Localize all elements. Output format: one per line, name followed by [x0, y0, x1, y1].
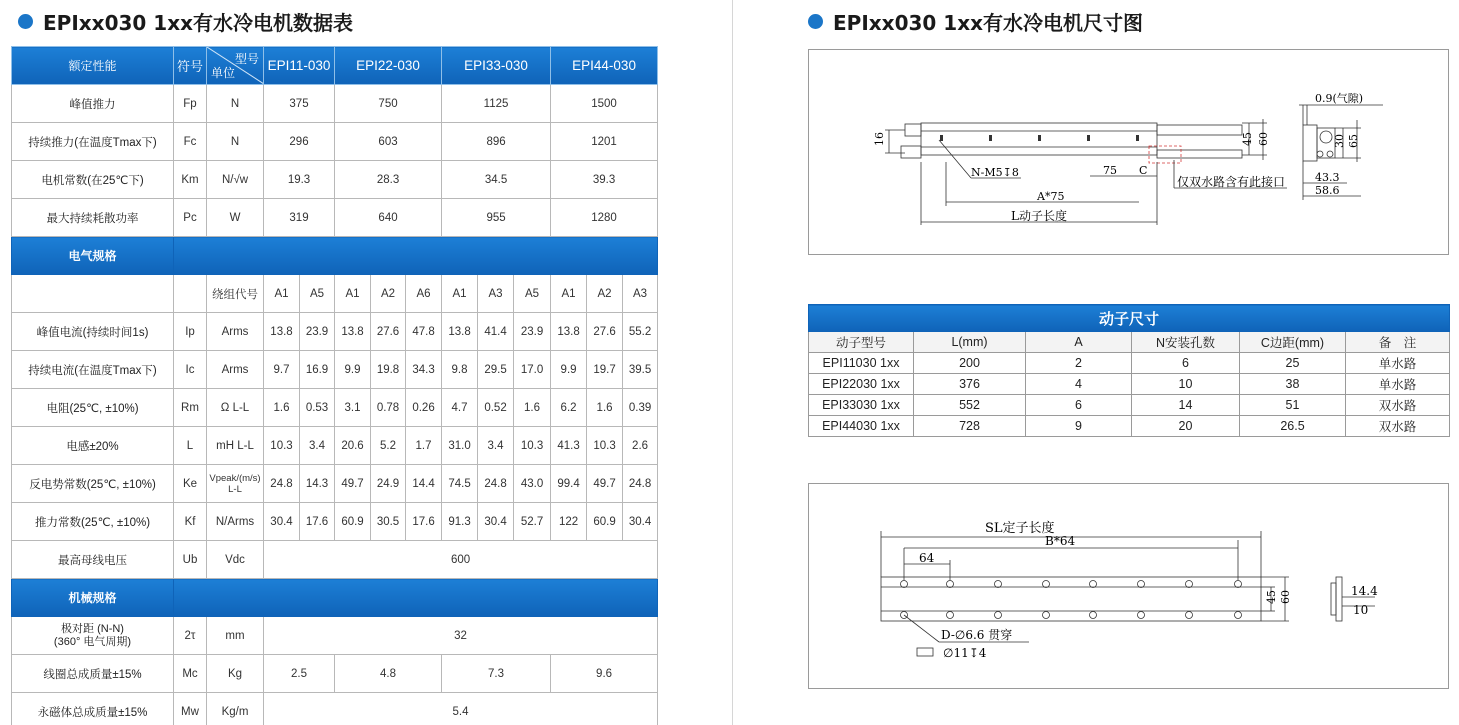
- param-value: 3.4: [478, 427, 514, 465]
- param-value: 4.7: [442, 389, 478, 427]
- section-title: 机械规格: [12, 579, 174, 617]
- section-band-fill: [174, 237, 658, 275]
- param-value: 39.5: [623, 351, 658, 389]
- table-row: [809, 374, 1450, 395]
- param-value: 2.6: [623, 427, 658, 465]
- dim-75: 75: [1103, 164, 1117, 177]
- column-header: N安装孔数: [1132, 332, 1240, 353]
- empty-cell: [174, 275, 207, 313]
- param-value: 9.6: [551, 655, 658, 693]
- param-value: 122: [551, 503, 587, 541]
- hole-spec-through: D-∅6.6 贯穿: [941, 628, 1013, 642]
- param-name: [12, 617, 174, 655]
- table-cell: 6: [1132, 353, 1240, 374]
- param-unit: Arms: [207, 351, 264, 389]
- cable-fitting: [901, 146, 921, 158]
- table-cell: 552: [914, 395, 1026, 416]
- param-value: 27.6: [371, 313, 406, 351]
- param-symbol: L: [174, 427, 207, 465]
- table-cell: 728: [914, 416, 1026, 437]
- param-value: 1280: [551, 199, 658, 237]
- param-value: 60.9: [335, 503, 371, 541]
- param-value: 30.4: [478, 503, 514, 541]
- model-label: 型号: [234, 52, 259, 66]
- param-value: 1500: [551, 85, 658, 123]
- param-unit: Kg/m: [207, 693, 264, 725]
- winding-code: A6: [406, 275, 442, 313]
- param-value: 3.4: [300, 427, 335, 465]
- hole-spec: N-M5↧8: [971, 166, 1019, 179]
- table-cell: 10: [1132, 374, 1240, 395]
- mover-drawing-svg: [809, 50, 1450, 256]
- param-value: 52.7: [514, 503, 551, 541]
- mover-length-label: L动子长度: [1011, 209, 1067, 223]
- param-value: 24.8: [478, 465, 514, 503]
- param-value: 5.2: [371, 427, 406, 465]
- param-value: 319: [264, 199, 335, 237]
- param-value: 17.6: [406, 503, 442, 541]
- dim-60: 60: [1257, 132, 1270, 146]
- winding-code: A5: [300, 275, 335, 313]
- winding-code: A3: [623, 275, 658, 313]
- param-name: 持续推力(在温度Tmax下): [12, 123, 174, 161]
- param-value: 1.6: [514, 389, 551, 427]
- param-value: 9.9: [335, 351, 371, 389]
- table-row: [809, 416, 1450, 437]
- param-name: 反电势常数(25℃, ±10%): [12, 465, 174, 503]
- param-symbol: Ic: [174, 351, 207, 389]
- table-cell: 38: [1240, 374, 1346, 395]
- param-value: 30.4: [264, 503, 300, 541]
- table-cell: EPI44030 1xx: [809, 416, 914, 437]
- table-row: [12, 465, 658, 503]
- param-name: 峰值推力: [12, 85, 174, 123]
- param-unit: N/√w: [207, 161, 264, 199]
- model-header: EPI11-030: [264, 47, 335, 85]
- param-value: 9.7: [264, 351, 300, 389]
- param-value: 16.9: [300, 351, 335, 389]
- table-cell: 25: [1240, 353, 1346, 374]
- table-row: [12, 541, 658, 579]
- param-symbol: Mw: [174, 693, 207, 725]
- param-value: 23.9: [514, 313, 551, 351]
- param-name: 电机常数(在25℃下): [12, 161, 174, 199]
- param-symbol: Ip: [174, 313, 207, 351]
- param-value: 896: [442, 123, 551, 161]
- mover-size-table: [808, 304, 1450, 437]
- param-value: 2.5: [264, 655, 335, 693]
- spec-table: [11, 46, 658, 725]
- param-value: 49.7: [335, 465, 371, 503]
- dim-14-4: 14.4: [1351, 584, 1378, 598]
- unit-line: Vpeak/(m/s): [209, 472, 261, 484]
- section-band: [12, 579, 658, 617]
- table-row: [12, 427, 658, 465]
- param-value: 0.39: [623, 389, 658, 427]
- param-name: 永磁体总成质量±15%: [12, 693, 174, 725]
- table-row: [809, 353, 1450, 374]
- param-value: 955: [442, 199, 551, 237]
- param-name: 最高母线电压: [12, 541, 174, 579]
- param-value: 43.0: [514, 465, 551, 503]
- empty-cell: [12, 275, 174, 313]
- section-title: 电气规格: [12, 237, 174, 275]
- dim-30: 30: [1333, 134, 1346, 148]
- param-symbol: Mc: [174, 655, 207, 693]
- table-row: [12, 199, 658, 237]
- param-symbol: Fc: [174, 123, 207, 161]
- param-value: 4.8: [335, 655, 442, 693]
- table-cell: 20: [1132, 416, 1240, 437]
- param-value: 91.3: [442, 503, 478, 541]
- param-name: 电阻(25℃, ±10%): [12, 389, 174, 427]
- table-cell: EPI22030 1xx: [809, 374, 914, 395]
- interface-note: 仅双水路含有此接口: [1177, 175, 1286, 189]
- spec-heading: [18, 8, 353, 34]
- spec-header-row: [12, 47, 658, 85]
- drawing-title: EPIxx030 1xx有水冷电机尺寸图: [833, 10, 1143, 35]
- param-unit: mm: [207, 617, 264, 655]
- table-cell: EPI11030 1xx: [809, 353, 914, 374]
- param-value: 27.6: [587, 313, 623, 351]
- dim-60: 60: [1279, 590, 1292, 604]
- param-unit: Arms: [207, 313, 264, 351]
- winding-code: A3: [478, 275, 514, 313]
- model-header: EPI33-030: [442, 47, 551, 85]
- table-cell: 双水路: [1346, 416, 1450, 437]
- table-row: [12, 351, 658, 389]
- param-value: 28.3: [335, 161, 442, 199]
- bullet-dot-icon: [808, 14, 823, 29]
- param-value: 13.8: [335, 313, 371, 351]
- param-value: 24.8: [623, 465, 658, 503]
- param-value: 9.8: [442, 351, 478, 389]
- param-symbol: Pc: [174, 199, 207, 237]
- param-value: 1.6: [587, 389, 623, 427]
- cable-fitting: [905, 124, 921, 136]
- table-cell: 双水路: [1346, 395, 1450, 416]
- column-header: L(mm): [914, 332, 1026, 353]
- page-divider: [732, 0, 733, 725]
- table-row: [12, 389, 658, 427]
- param-symbol: Rm: [174, 389, 207, 427]
- param-value: 19.3: [264, 161, 335, 199]
- param-symbol: Kf: [174, 503, 207, 541]
- symbol-header: 符号: [174, 47, 207, 85]
- table-row: [12, 313, 658, 351]
- param-value: 0.52: [478, 389, 514, 427]
- param-symbol: Fp: [174, 85, 207, 123]
- param-value: 55.2: [623, 313, 658, 351]
- stator-body: [881, 577, 1261, 621]
- param-value: 5.4: [264, 693, 658, 725]
- param-value: 49.7: [587, 465, 623, 503]
- dim-16: 16: [873, 132, 886, 146]
- param-value: 750: [335, 85, 442, 123]
- param-value: 0.26: [406, 389, 442, 427]
- table-row: [12, 693, 658, 725]
- winding-code: A1: [335, 275, 371, 313]
- stator-drawing-svg: [809, 484, 1450, 690]
- param-value: 603: [335, 123, 442, 161]
- param-value: 60.9: [587, 503, 623, 541]
- param-unit: [207, 465, 264, 503]
- table-row: [12, 123, 658, 161]
- param-value: 30.4: [623, 503, 658, 541]
- winding-code: A5: [514, 275, 551, 313]
- winding-code: A1: [442, 275, 478, 313]
- table-cell: 200: [914, 353, 1026, 374]
- drawing-heading: [808, 8, 1143, 34]
- hole-spec-counterbore: ∅11↧4: [943, 646, 987, 660]
- winding-code: A1: [264, 275, 300, 313]
- param-name-line: (360° 电气周期): [53, 635, 132, 648]
- param-value: 1.6: [264, 389, 300, 427]
- winding-code: A2: [371, 275, 406, 313]
- param-symbol: Ub: [174, 541, 207, 579]
- winding-code: A2: [587, 275, 623, 313]
- table-row: [809, 395, 1450, 416]
- table-cell: 51: [1240, 395, 1346, 416]
- dim-58-6: 58.6: [1315, 184, 1340, 197]
- param-value: 1125: [442, 85, 551, 123]
- mover-drawing: [808, 49, 1449, 255]
- param-value: 13.8: [442, 313, 478, 351]
- param-value: 13.8: [264, 313, 300, 351]
- dim-c: C: [1139, 164, 1148, 177]
- spec-title: EPIxx030 1xx有水冷电机数据表: [43, 10, 353, 35]
- column-header: 备 注: [1346, 332, 1450, 353]
- column-header: C边距(mm): [1240, 332, 1346, 353]
- param-value: 47.8: [406, 313, 442, 351]
- param-value: 99.4: [551, 465, 587, 503]
- unit-line: L-L: [228, 483, 242, 495]
- side-view-plate: [1303, 125, 1317, 161]
- model-header: EPI22-030: [335, 47, 442, 85]
- column-header: 动子型号: [809, 332, 914, 353]
- param-value: 296: [264, 123, 335, 161]
- param-value: 74.5: [442, 465, 478, 503]
- table-row: [12, 161, 658, 199]
- dim-45: 45: [1241, 132, 1254, 146]
- param-value: 14.4: [406, 465, 442, 503]
- table-cell: 2: [1026, 353, 1132, 374]
- interface-highlight: [1149, 146, 1181, 163]
- dim-65: 65: [1347, 134, 1360, 148]
- table-cell: 376: [914, 374, 1026, 395]
- winding-label: 绕组代号: [207, 275, 264, 313]
- dim-10: 10: [1353, 603, 1369, 617]
- table-cell: 26.5: [1240, 416, 1346, 437]
- param-unit: N: [207, 85, 264, 123]
- bullet-dot-icon: [18, 14, 33, 29]
- param-unit: N: [207, 123, 264, 161]
- model-header: EPI44-030: [551, 47, 658, 85]
- param-unit: Ω L-L: [207, 389, 264, 427]
- table-cell: 6: [1026, 395, 1132, 416]
- model-unit-header: [207, 47, 264, 85]
- param-name: 线圈总成质量±15%: [12, 655, 174, 693]
- table-cell: 4: [1026, 374, 1132, 395]
- param-value: 41.3: [551, 427, 587, 465]
- param-value: 34.3: [406, 351, 442, 389]
- winding-code: A1: [551, 275, 587, 313]
- perf-header: 额定性能: [12, 47, 174, 85]
- dim-b64: B*64: [1045, 534, 1076, 548]
- table-row: [12, 655, 658, 693]
- param-value: 23.9: [300, 313, 335, 351]
- size-header-row: [809, 332, 1450, 353]
- param-value: 1.7: [406, 427, 442, 465]
- param-value: 3.1: [335, 389, 371, 427]
- param-value: 14.3: [300, 465, 335, 503]
- param-value: 34.5: [442, 161, 551, 199]
- table-cell: EPI33030 1xx: [809, 395, 914, 416]
- table-cell: 单水路: [1346, 374, 1450, 395]
- mount-holes: [901, 581, 1242, 619]
- param-value: 9.9: [551, 351, 587, 389]
- param-value: 10.3: [587, 427, 623, 465]
- param-value: 31.0: [442, 427, 478, 465]
- size-caption: 动子尺寸: [809, 305, 1450, 332]
- param-value: 600: [264, 541, 658, 579]
- param-name: 最大持续耗散功率: [12, 199, 174, 237]
- param-name: 持续电流(在温度Tmax下): [12, 351, 174, 389]
- param-name: 峰值电流(持续时间1s): [12, 313, 174, 351]
- stator-drawing: [808, 483, 1449, 689]
- param-value: 0.53: [300, 389, 335, 427]
- size-caption-row: [809, 305, 1450, 332]
- param-value: 24.9: [371, 465, 406, 503]
- param-value: 29.5: [478, 351, 514, 389]
- param-unit: mH L-L: [207, 427, 264, 465]
- column-header: A: [1026, 332, 1132, 353]
- section-band: [12, 237, 658, 275]
- param-value: 17.6: [300, 503, 335, 541]
- param-value: 7.3: [442, 655, 551, 693]
- param-symbol: Ke: [174, 465, 207, 503]
- param-value: 39.3: [551, 161, 658, 199]
- param-value: 640: [335, 199, 442, 237]
- param-value: 24.8: [264, 465, 300, 503]
- param-unit: Kg: [207, 655, 264, 693]
- table-row: [12, 503, 658, 541]
- param-unit: W: [207, 199, 264, 237]
- table-cell: 单水路: [1346, 353, 1450, 374]
- param-value: 19.8: [371, 351, 406, 389]
- unit-label: 单位: [211, 66, 236, 80]
- dim-64: 64: [919, 551, 935, 565]
- param-value: 19.7: [587, 351, 623, 389]
- table-row: [12, 617, 658, 655]
- param-unit: Vdc: [207, 541, 264, 579]
- param-unit: N/Arms: [207, 503, 264, 541]
- param-value: 375: [264, 85, 335, 123]
- table-cell: 14: [1132, 395, 1240, 416]
- dim-43-3: 43.3: [1315, 171, 1340, 184]
- section-band-fill: [174, 579, 658, 617]
- param-name: 电感±20%: [12, 427, 174, 465]
- param-name: 推力常数(25℃, ±10%): [12, 503, 174, 541]
- air-gap-label: 0.9(气隙): [1315, 92, 1364, 105]
- param-value: 13.8: [551, 313, 587, 351]
- param-value: 6.2: [551, 389, 587, 427]
- param-value: 0.78: [371, 389, 406, 427]
- param-symbol: Km: [174, 161, 207, 199]
- param-value: 20.6: [335, 427, 371, 465]
- param-value: 1201: [551, 123, 658, 161]
- param-value: 32: [264, 617, 658, 655]
- param-value: 30.5: [371, 503, 406, 541]
- table-row: [12, 85, 658, 123]
- param-value: 41.4: [478, 313, 514, 351]
- param-value: 10.3: [264, 427, 300, 465]
- param-name-line: 极对距 (N-N): [61, 622, 124, 635]
- stator-side-view: [1336, 577, 1342, 621]
- table-cell: 9: [1026, 416, 1132, 437]
- param-value: 10.3: [514, 427, 551, 465]
- winding-row: [12, 275, 658, 313]
- param-value: 17.0: [514, 351, 551, 389]
- param-symbol: 2τ: [174, 617, 207, 655]
- dim-45: 45: [1265, 590, 1278, 604]
- dim-a75: A*75: [1037, 190, 1065, 203]
- stator-length-label: SL定子长度: [985, 521, 1055, 536]
